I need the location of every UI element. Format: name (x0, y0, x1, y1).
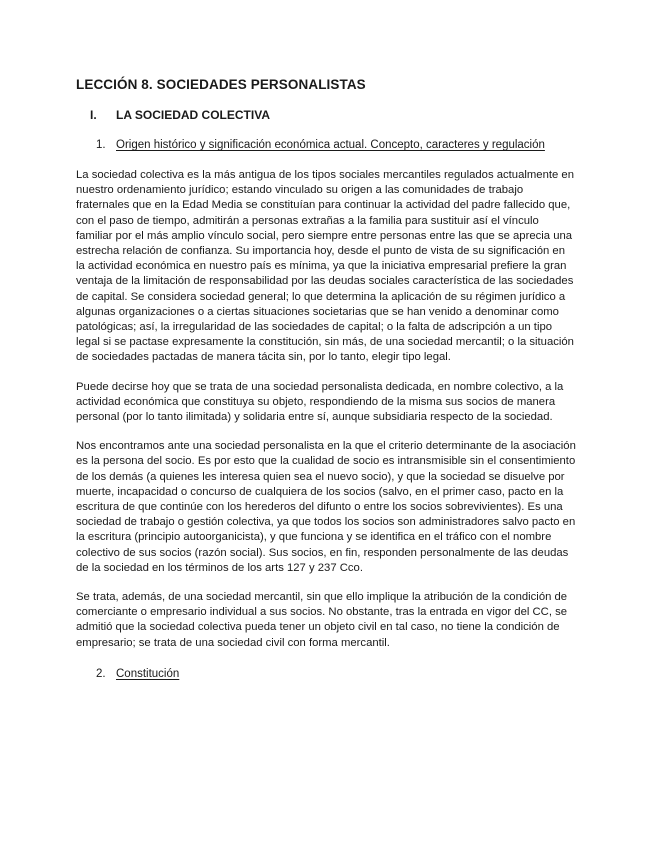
section-label: LA SOCIEDAD COLECTIVA (116, 108, 271, 122)
paragraph: Nos encontramos ante una sociedad personalista en la que el criterio determinante de la asociación es la persona del socio. Es por esto que la cualidad de socio es intransmisible sin el consentimiento de los demás (a quienes les interesa quien sea el nuevo socio), y que la sociedad se disuelve por muerte, incapacidad o concurso de cualquiera de los socios (salvo, en el primer caso, pacto en la escritura de que continúe con los herederos del difunto o entre los socios sobrevivientes). Es una sociedad de trabajo o gestión colectiva, ya que todos los socios son administradores salvo pacto en la escritura (principio autoorganicista), y que funciona y se identifica en el tráfico con el nombre colectivo de sus socios (razón social). Sus socios, en fin, responden personalmente de las deudas de la sociedad en los términos de los arts 127 y 237 Cco. (76, 440, 576, 574)
subsection-heading-1 (96, 137, 576, 153)
subsection-number: 1. (96, 139, 106, 151)
paragraph: Se trata, además, de una sociedad mercantil, sin que ello implique la atribución de la condición de comerciante o empresario individual a sus socios. No obstante, tras la entrada en vigor del CC, se admitió que la sociedad colectiva pueda tener un objeto civil en tal caso, no tiene la condición de empresario; se trata de una sociedad civil con forma mercantil. (76, 591, 568, 649)
document-body (76, 76, 576, 682)
lesson-title: LECCIÓN 8. SOCIEDADES PERSONALISTAS (76, 77, 366, 92)
subsection-label: Constitución (116, 667, 180, 680)
subsection-label: Origen histórico y significación económica actual. Concepto, caracteres y regulación (116, 139, 545, 151)
paragraph: La sociedad colectiva es la más antigua de los tipos sociales mercantiles regulados actualmente en nuestro ordenamiento jurídico; estando vinculado su origen a las comunidades de trabajo fraternales que en la Edad Media se constituían para continuar la actividad del padre fallecido que, con el paso de tiempo, admitirán a personas extrañas a la familia para sustituir así el vínculo familiar por el más amplio vínculo social, pero siempre entre personas entre las que se aprecia una estrecha relación de confianza. Su importancia hoy, desde el punto de vista de su significación en la actividad económica en nuestro país es mínima, ya que la iniciativa empresarial prefiere la gran ventaja de la limitación de responsabilidad por las deudas sociales característica de las sociedades de capital. Se considera sociedad general; lo que determina la aplicación de su régimen jurídico a algunas organizaciones o a ciertas situaciones societarias que se han venido a denominar como patológicas; así, la irregularidad de las sociedades de capital; o la falta de adscripción a un tipo legal si se pactase expresamente la constitución, sin más, de una sociedad mercantil; o la situación de sociedades pactadas de manera tácita sin, por lo tanto, elegir tipo legal. (76, 169, 574, 364)
section-heading (90, 107, 576, 123)
paragraph: Puede decirse hoy que se trata de una sociedad personalista dedicada, en nombre colectivo, a la actividad económica que constituya su objeto, respondiendo de la misma sus socios de manera personal (por lo tanto ilimitada) y solidaria entre sí, aunque subsidiaria respecto de la sociedad. (76, 380, 564, 424)
subsection-heading-2 (96, 666, 576, 682)
section-number: I. (90, 108, 97, 122)
subsection-number: 2. (96, 667, 106, 680)
